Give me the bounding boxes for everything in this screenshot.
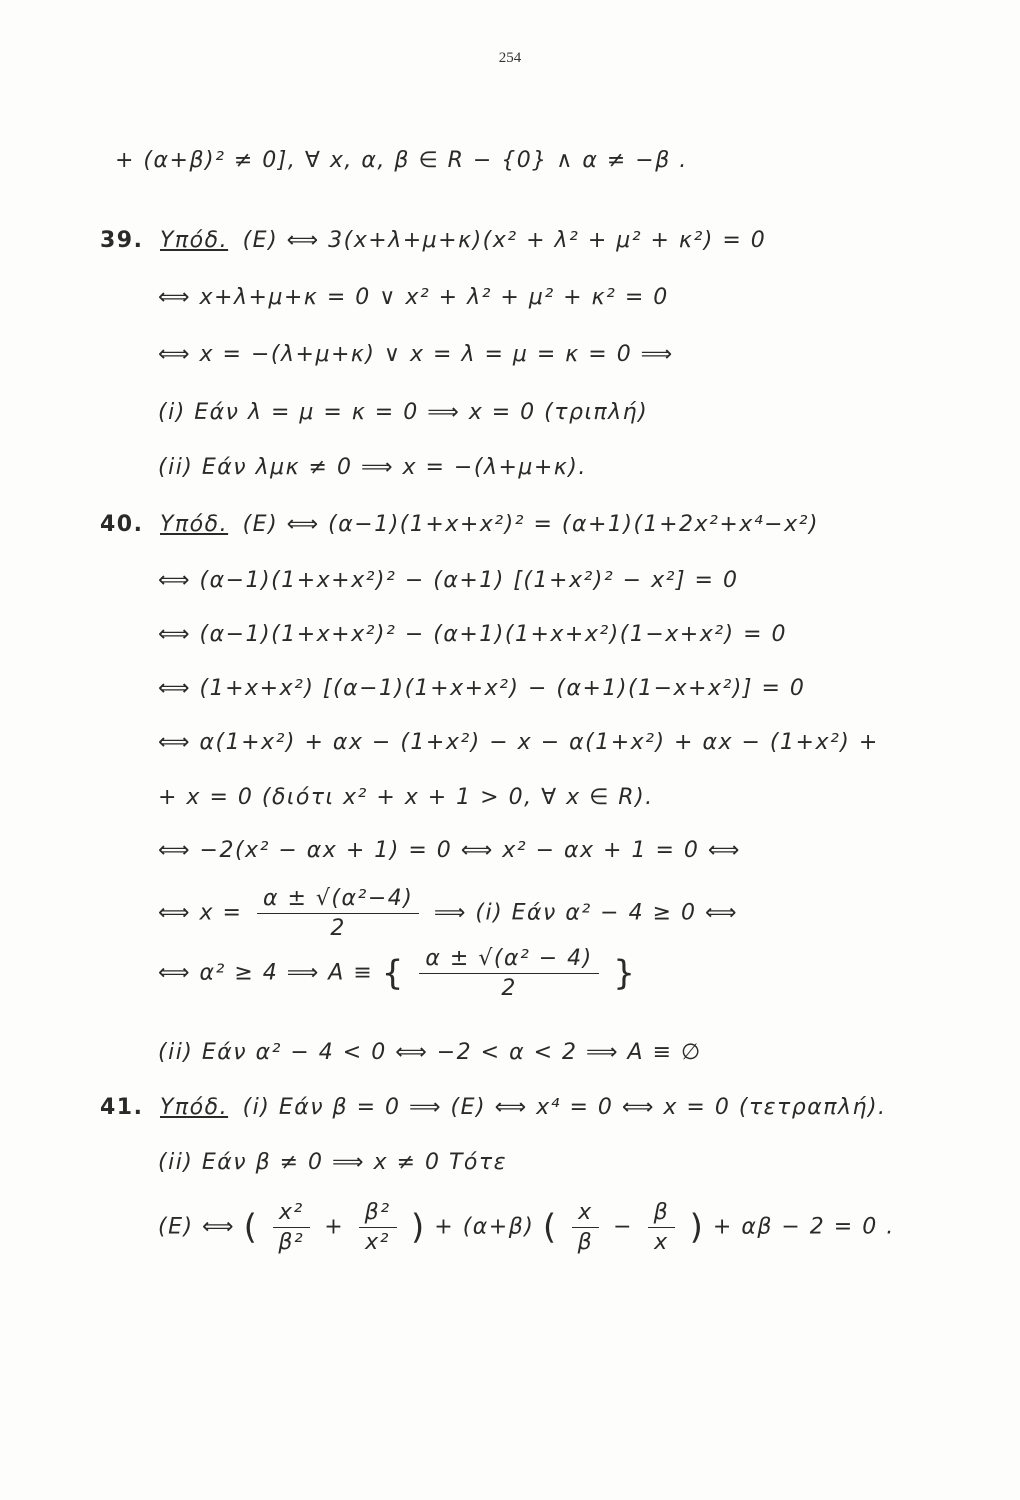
fraction-denominator: β: [577, 1230, 594, 1255]
line-text: ⟺ −2(x² − αx + 1) = 0 ⟺ x² − αx + 1 = 0 ⟺: [158, 838, 741, 863]
exercise-41-line-1: [100, 1095, 887, 1120]
exercise-39-line-3: [158, 342, 674, 367]
fraction: [257, 886, 419, 941]
hint-label: Υπόδ.: [159, 228, 229, 253]
exercise-40-line-2: [158, 568, 738, 593]
left-paren: (: [243, 1207, 259, 1248]
line-text: ⟺ x+λ+μ+κ = 0 ∨ x² + λ² + μ² + κ² = 0: [158, 285, 669, 310]
fraction-denominator: 2: [501, 976, 517, 1001]
line-text: (i) Εάν β = 0 ⟹ (E) ⟺ x⁴ = 0 ⟺ x = 0 (τετραπλή).: [242, 1095, 887, 1120]
exercise-40-line-8: [158, 886, 738, 941]
fraction: [273, 1200, 310, 1255]
fraction-numerator: α ± √(α²−4): [257, 886, 419, 914]
exercise-41-line-3: [158, 1200, 895, 1255]
line-text: ⟹ (i) Εάν α² − 4 ≥ 0 ⟺: [433, 900, 739, 926]
line-text: ⟺ α(1+x²) + αx − (1+x²) − x − α(1+x²) + αx − (1+x²) +: [158, 730, 879, 755]
fraction-denominator: x²: [365, 1230, 390, 1255]
line-text: ⟺ (1+x+x²) [(α−1)(1+x+x²) − (α+1)(1−x+x²)] = 0: [158, 676, 806, 701]
exercise-40-line-1: [100, 512, 819, 537]
exercise-41-line-2: [158, 1150, 507, 1175]
plus-sign: +: [324, 1214, 345, 1240]
fraction-denominator: β²: [278, 1230, 305, 1255]
exercise-40-line-9: [158, 946, 636, 1001]
fraction-denominator: x: [654, 1230, 669, 1255]
fraction-denominator: 2: [330, 916, 346, 941]
line-text: ⟺ (α−1)(1+x+x²)² − (α+1) [(1+x²)² − x²] = 0: [158, 568, 739, 593]
hint-label: Υπόδ.: [159, 512, 229, 537]
fraction: [359, 1200, 397, 1255]
line-continuation: [115, 148, 688, 173]
line-text: + x = 0 (διότι x² + x + 1 > 0, ∀ x ∈ R).: [158, 785, 654, 810]
exercise-40-case-ii: [158, 1040, 702, 1065]
exercise-40-line-6: [158, 785, 654, 810]
fraction: [648, 1200, 676, 1255]
right-paren: ): [689, 1207, 705, 1248]
line-text: (ii) Εάν β ≠ 0 ⟹ x ≠ 0 Τότε: [158, 1150, 508, 1175]
line-text: ⟺ α² ≥ 4 ⟹ A ≡: [158, 960, 374, 986]
line-text: (ii) Εάν λμκ ≠ 0 ⟹ x = −(λ+μ+κ).: [158, 455, 587, 480]
exercise-40-line-3: [158, 622, 787, 647]
exercise-number: 40.: [100, 512, 144, 537]
right-brace: }: [613, 953, 637, 994]
exercise-40-line-5: [158, 730, 879, 755]
exercise-40-line-4: [158, 676, 805, 701]
fraction-numerator: x²: [273, 1200, 310, 1228]
line-text: ⟺ x =: [158, 900, 243, 926]
line-text: + αβ − 2 = 0 .: [712, 1214, 895, 1240]
fraction: [572, 1200, 599, 1255]
left-brace: {: [381, 953, 405, 994]
fraction-numerator: β: [648, 1200, 676, 1228]
line-text: + (α+β)² ≠ 0], ∀ x, α, β ∈ R − {0} ∧ α ≠ −β .: [115, 148, 688, 173]
fraction: [419, 946, 598, 1001]
exercise-40-line-7: [158, 838, 741, 863]
exercise-39-case-i: [158, 400, 648, 425]
exercise-39-line-1: [100, 228, 766, 253]
exercise-39-case-ii: [158, 455, 587, 480]
line-text: (E) ⟺: [158, 1214, 236, 1240]
minus-sign: −: [613, 1214, 634, 1240]
page-number: 254: [498, 50, 522, 66]
line-text: + (α+β): [434, 1214, 535, 1240]
line-text: (i) Εάν λ = μ = κ = 0 ⟹ x = 0 (τριπλή): [158, 400, 649, 425]
line-text: (E) ⟺ (α−1)(1+x+x²)² = (α+1)(1+2x²+x⁴−x²): [242, 512, 819, 537]
exercise-number: 39.: [100, 228, 144, 253]
fraction-numerator: β²: [359, 1200, 397, 1228]
line-text: (ii) Εάν α² − 4 < 0 ⟺ −2 < α < 2 ⟹ A ≡ ∅: [158, 1040, 702, 1065]
line-text: (E) ⟺ 3(x+λ+μ+κ)(x² + λ² + μ² + κ²) = 0: [242, 228, 767, 253]
exercise-number: 41.: [100, 1095, 144, 1120]
hint-label: Υπόδ.: [159, 1095, 229, 1120]
exercise-39-line-2: [158, 285, 669, 310]
line-text: ⟺ x = −(λ+μ+κ) ∨ x = λ = μ = κ = 0 ⟹: [158, 342, 674, 367]
left-paren: (: [542, 1207, 558, 1248]
line-text: ⟺ (α−1)(1+x+x²)² − (α+1)(1+x+x²)(1−x+x²) = 0: [158, 622, 788, 647]
right-paren: ): [411, 1207, 426, 1248]
fraction-numerator: x: [572, 1200, 599, 1228]
fraction-numerator: α ± √(α² − 4): [419, 946, 598, 974]
